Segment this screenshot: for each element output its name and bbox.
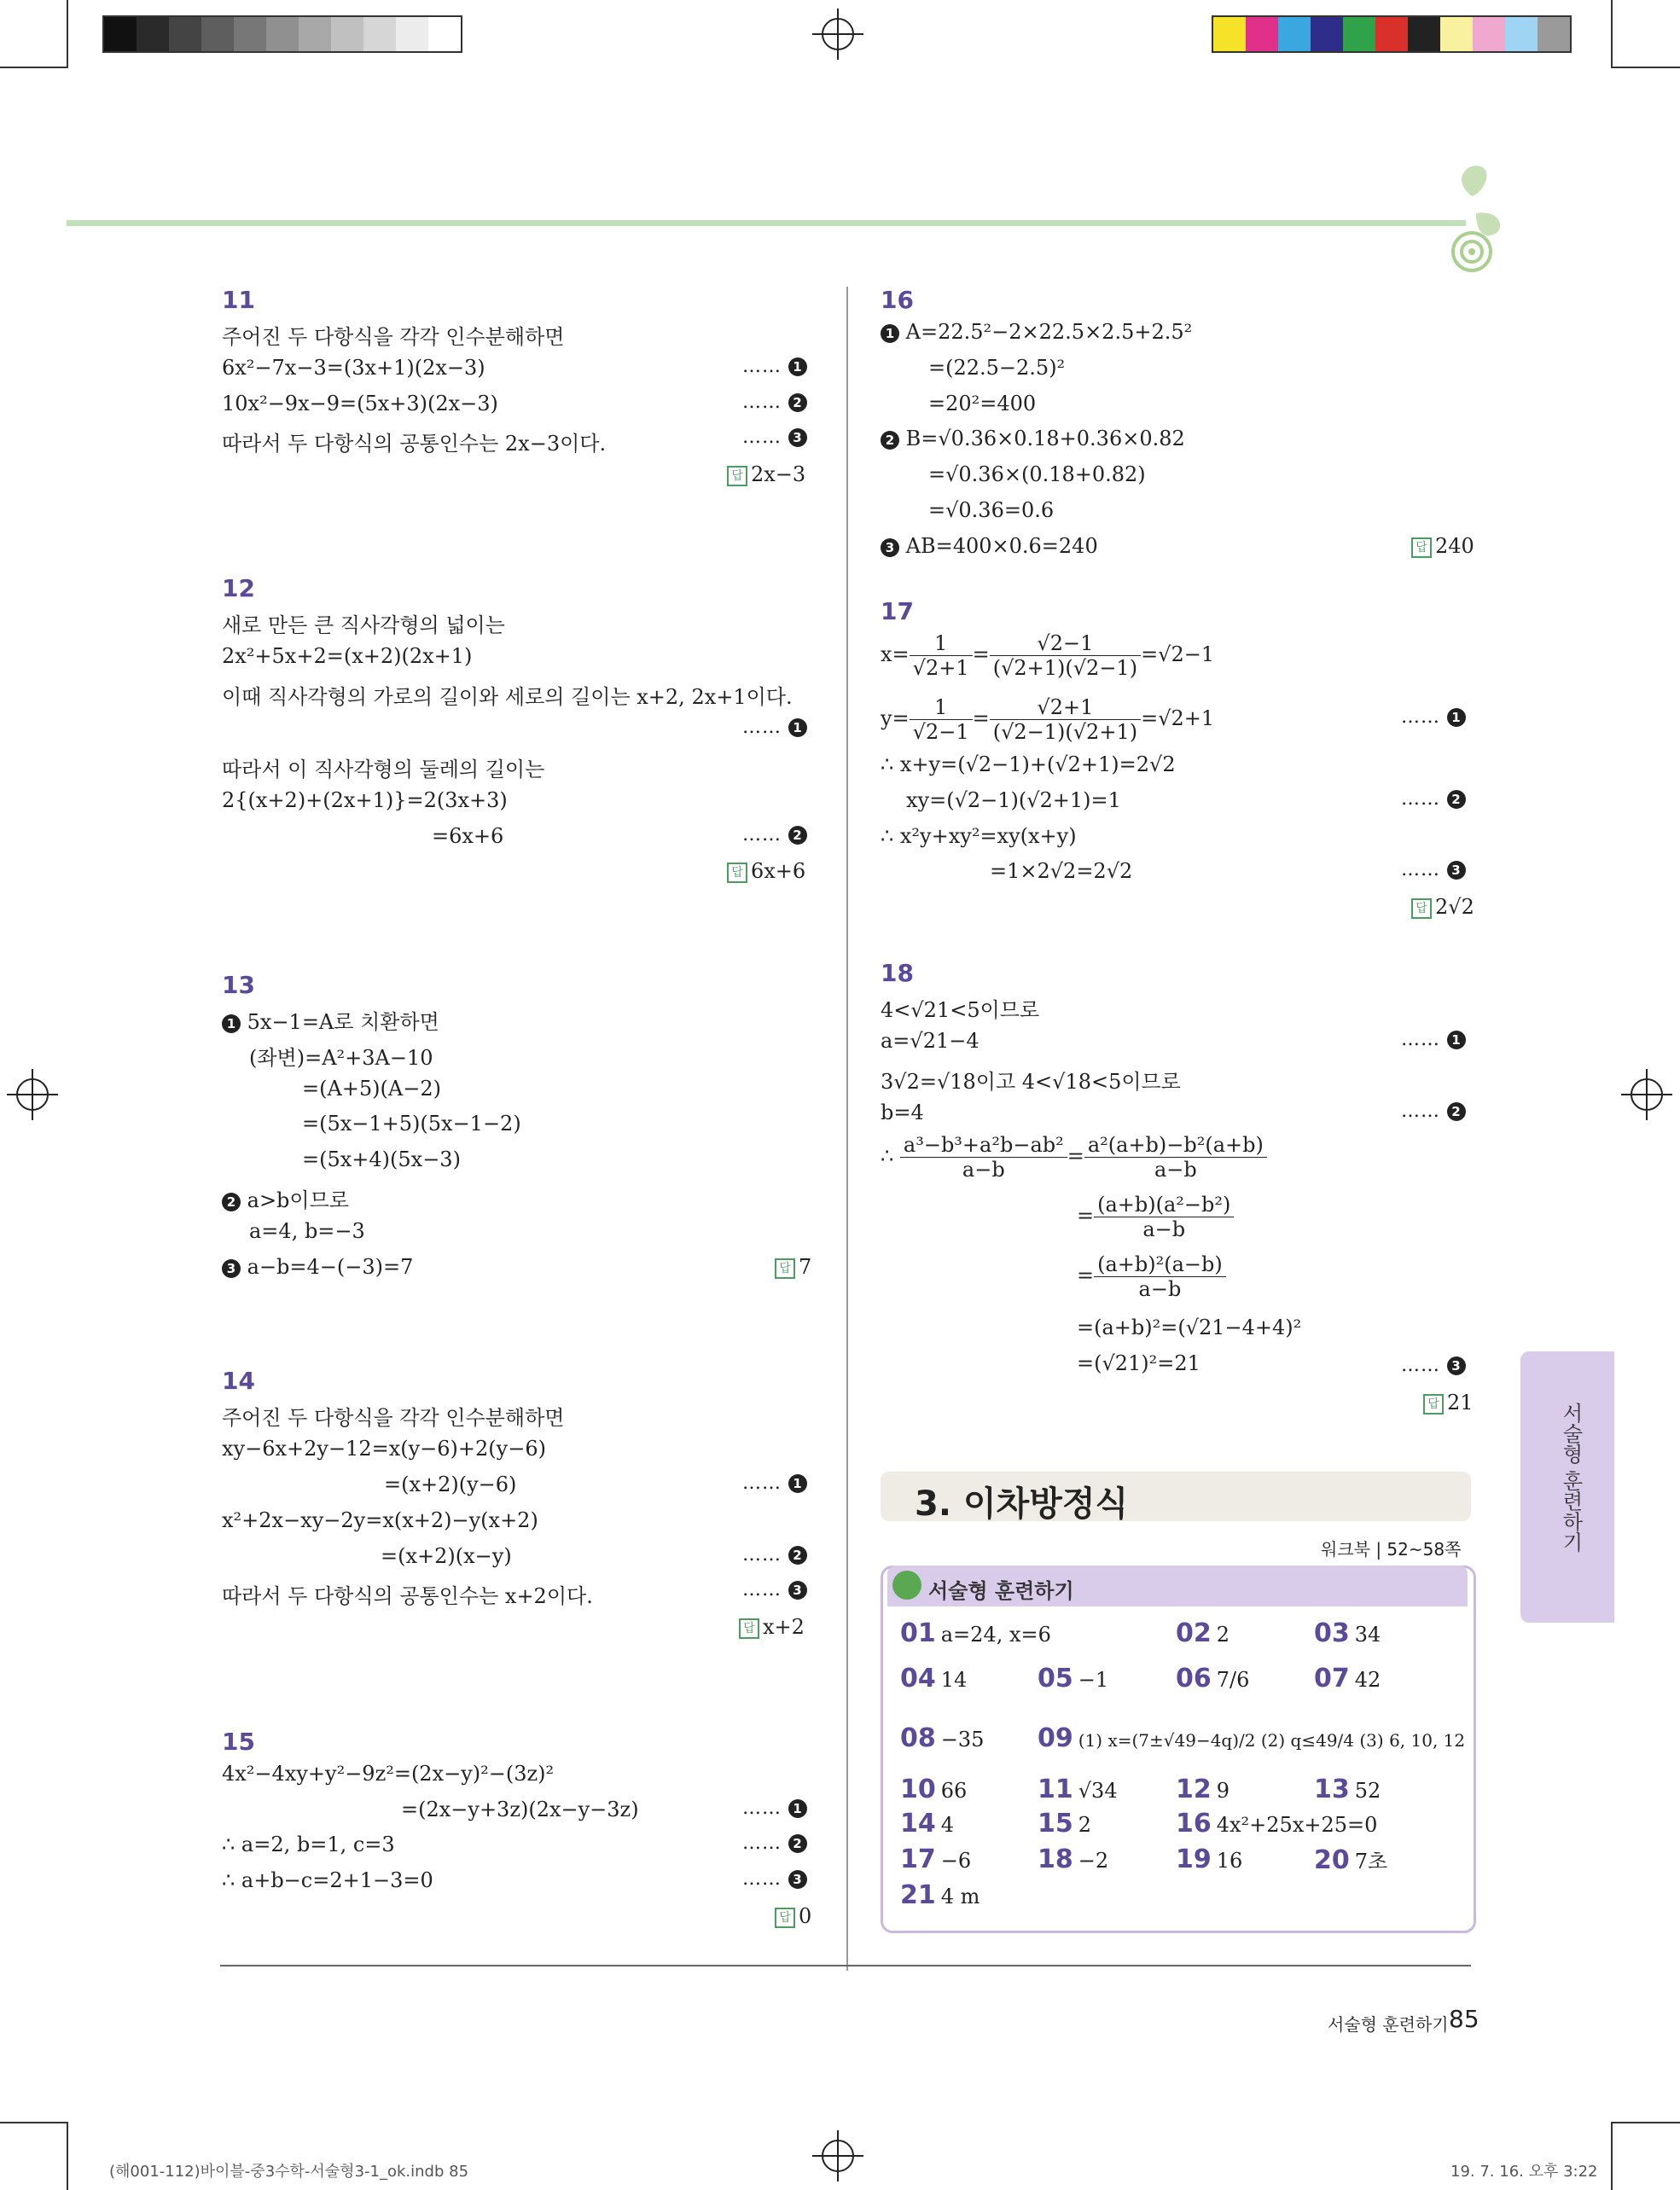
dots: …… <box>742 1544 782 1566</box>
dots: …… <box>742 1868 782 1890</box>
box-header <box>887 1566 1468 1606</box>
step-3-icon: 3 <box>788 428 807 447</box>
fraction-line: ∴ $\frac{\text{a³−b³+a²b−ab²}}{a-b}$ = $\frac{\text{a²(a+b)−b²(a+b)}}{a-b}$ <box>881 1133 1267 1182</box>
math-line: =(x+2)(y−6) <box>384 1473 517 1496</box>
math-line: a=√21−4 <box>881 1029 980 1053</box>
step-marker <box>742 392 807 413</box>
footer-rule <box>220 1965 1471 1966</box>
math-line: 1 A=22.5²−2×22.5×2.5+2.5² <box>881 320 1192 344</box>
answer-tag-icon: 답 <box>739 1618 759 1639</box>
answer-item: 19 16 <box>1176 1844 1243 1874</box>
step-1-icon: 1 <box>222 1014 241 1033</box>
chapter-side-tab[interactable] <box>1520 1351 1614 1623</box>
dots: …… <box>1401 1101 1440 1122</box>
fraction-line: = $\frac{\text{(a+b)(a²−b²)}}{a-b}$ <box>1077 1193 1234 1241</box>
grayscale-bar <box>102 15 462 53</box>
math-line: xy−6x+2y−12=x(y−6)+2(y−6) <box>222 1437 546 1461</box>
problem-number: 14 <box>222 1367 255 1395</box>
step-marker <box>1401 788 1466 810</box>
dots: …… <box>1401 1029 1440 1050</box>
step-marker <box>742 1868 807 1890</box>
math-line: =1×2√2=2√2 <box>990 859 1133 883</box>
answer-item: 20 7초 <box>1314 1845 1388 1875</box>
step-2-icon: 2 <box>1447 1102 1466 1121</box>
step-3-icon: 3 <box>1447 861 1466 880</box>
step-marker <box>742 1833 807 1854</box>
dots: …… <box>1401 706 1440 728</box>
crop-mark <box>0 2122 68 2123</box>
step-1-icon: 1 <box>1447 708 1466 727</box>
math-line: =√0.36=0.6 <box>928 498 1055 522</box>
math-line: =20²=400 <box>928 392 1037 415</box>
answer-item: 03 34 <box>1314 1618 1381 1648</box>
answer: 답 21 <box>1423 1391 1474 1414</box>
step-2-icon: 2 <box>788 393 807 412</box>
step-1-icon: 1 <box>1447 1031 1466 1049</box>
math-line: 2 B=√0.36×0.18+0.36×0.82 <box>881 427 1185 450</box>
step-2-icon: 2 <box>222 1193 241 1211</box>
answer-item: 06 7/6 <box>1176 1664 1250 1693</box>
step-marker <box>742 717 807 738</box>
step-marker <box>1401 1355 1466 1376</box>
dots: …… <box>742 1579 782 1600</box>
math-line: x²+2x−xy−2y=x(x+2)−y(x+2) <box>222 1508 538 1532</box>
math-line: xy=(√2−1)(√2+1)=1 <box>906 788 1121 812</box>
answer: 답 6x+6 <box>727 859 805 883</box>
step-2-icon: 2 <box>788 826 807 845</box>
fraction-line: y= $\frac{1}{√2-1}$ = $\frac{√2+1}{(√2-1)(√2+1)}$ =√2+1 <box>881 695 1215 744</box>
fraction-line: x= $\frac{1}{√2+1}$ = $\frac{√2-1}{(√2+1)(√2-1)}$ =√2−1 <box>881 631 1215 680</box>
text-line: 새로 만든 큰 직사각형의 넓이는 <box>222 613 505 637</box>
answer-tag-icon: 답 <box>775 1258 795 1279</box>
step-2-icon: 2 <box>788 1546 807 1565</box>
answer-item: 04 14 <box>900 1664 968 1693</box>
chameleon-icon <box>892 1571 921 1600</box>
step-3-icon: 3 <box>788 1581 807 1600</box>
math-line: ∴ a+b−c=2+1−3=0 <box>222 1868 433 1892</box>
problem-number: 13 <box>222 971 255 999</box>
answer-item: 14 4 <box>900 1809 955 1839</box>
answer: 답 240 <box>1411 534 1474 558</box>
answer-item: 07 42 <box>1314 1664 1381 1693</box>
math-line: =(A+5)(A−2) <box>302 1077 441 1101</box>
math-line: 2x²+5x+2=(x+2)(2x+1) <box>222 644 473 668</box>
workbook-reference: 워크북 | 52~58쪽 <box>1321 1539 1462 1560</box>
dots: …… <box>742 1473 782 1494</box>
step-3-icon: 3 <box>881 538 899 557</box>
dots: …… <box>1401 859 1440 880</box>
problem-number: 18 <box>881 959 914 987</box>
file-slug: (해001-112)바이블-중3수학-서술형3-1_ok.indb 85 <box>109 2163 469 2181</box>
answer: 답 0 <box>775 1904 811 1928</box>
step-marker <box>742 824 807 845</box>
crop-mark <box>67 0 68 68</box>
math-line: =(a+b)²=(√21−4+4)² <box>1077 1316 1302 1339</box>
answer-item: 01 a=24, x=6 <box>900 1618 1051 1648</box>
math-line: 3 a−b=4−(−3)=7 <box>222 1255 413 1279</box>
color-bar <box>1212 15 1572 53</box>
dots: …… <box>742 824 782 845</box>
math-line: =(2x−y+3z)(2x−y−3z) <box>401 1798 639 1821</box>
answer-tag-icon: 답 <box>727 863 747 883</box>
problem-number: 12 <box>222 574 255 602</box>
math-line: ∴ x²y+xy²=xy(x+y) <box>881 824 1077 848</box>
math-line: a=4, b=−3 <box>249 1219 365 1243</box>
dots: …… <box>742 1798 782 1819</box>
text-line: 따라서 두 다항식의 공통인수는 2x−3이다. <box>222 432 607 456</box>
step-marker <box>742 1544 807 1566</box>
dots: …… <box>742 356 782 377</box>
problem-number: 15 <box>222 1728 255 1756</box>
crop-mark <box>67 2122 68 2190</box>
math-line: =√0.36×(0.18+0.82) <box>928 462 1146 486</box>
step-2-icon: 2 <box>881 431 899 450</box>
math-line: =(x+2)(x−y) <box>381 1544 512 1568</box>
step-marker <box>742 1473 807 1494</box>
step-1-icon: 1 <box>788 1799 807 1818</box>
crop-mark <box>1611 2122 1680 2123</box>
answer-item: 12 9 <box>1176 1775 1230 1804</box>
answer-item: 18 −2 <box>1038 1844 1109 1874</box>
text-line: 주어진 두 다항식을 각각 인수분해하면 <box>222 1406 565 1430</box>
step-marker <box>742 1798 807 1819</box>
step-marker <box>742 427 807 448</box>
problem-number: 16 <box>881 286 914 314</box>
answer: 답 2x−3 <box>727 462 805 486</box>
crop-mark <box>1611 67 1680 68</box>
dots: …… <box>1401 1355 1440 1376</box>
answer-tag-icon: 답 <box>775 1908 795 1928</box>
math-line: 3 AB=400×0.6=240 <box>881 534 1098 558</box>
math-line: 2{(x+2)+(2x+1)}=2(3x+3) <box>222 788 508 812</box>
column-divider <box>846 287 848 1971</box>
crop-mark <box>1611 2122 1613 2190</box>
answer-item: 13 52 <box>1314 1775 1381 1804</box>
text-line: 따라서 이 직사각형의 둘레의 길이는 <box>222 758 545 781</box>
problem-number: 11 <box>222 286 255 314</box>
section-title: 3. 이차방정식 <box>881 1472 1471 1521</box>
answer-tag-icon: 답 <box>1411 537 1432 558</box>
leaf-ornament-icon <box>1433 162 1510 282</box>
step-3-icon: 3 <box>1447 1356 1466 1375</box>
crop-mark <box>0 67 68 68</box>
registration-mark <box>812 2130 863 2181</box>
answer-item: 09 (1) x=(7±√49−4q)/2 (2) q≤49/4 (3) 6, 10, 12 <box>1038 1723 1466 1753</box>
answer-item: 05 −1 <box>1038 1664 1109 1693</box>
fraction-line: = $\frac{\text{(a+b)²(a−b)}}{a-b}$ <box>1077 1252 1226 1301</box>
answer-tag-icon: 답 <box>1423 1394 1444 1414</box>
step-marker <box>742 356 807 377</box>
header-rule <box>67 220 1466 226</box>
footer-label: 서술형 훈련하기 <box>1328 2014 1449 2035</box>
step-marker <box>1401 1029 1466 1050</box>
box-title: 서술형 훈련하기 <box>928 1579 1074 1603</box>
step-marker <box>1401 1101 1466 1122</box>
math-line: 6x²−7x−3=(3x+1)(2x−3) <box>222 356 485 380</box>
answer-tag-icon: 답 <box>1411 898 1432 919</box>
math-line: ∴ a=2, b=1, c=3 <box>222 1833 395 1856</box>
page-number: 85 <box>1449 2005 1479 2033</box>
dots: …… <box>742 1833 782 1854</box>
text-line: 따라서 두 다항식의 공통인수는 x+2이다. <box>222 1584 593 1608</box>
dots: …… <box>742 427 782 448</box>
math-line: 3√2=√18이고 4<√18<5이므로 <box>881 1070 1181 1094</box>
step-2-icon: 2 <box>1447 790 1466 809</box>
answer-tag-icon: 답 <box>727 466 747 486</box>
crop-mark <box>1611 0 1613 68</box>
step-3-icon: 3 <box>222 1259 241 1278</box>
step-marker <box>1401 859 1466 880</box>
answer-item: 08 −35 <box>900 1723 985 1753</box>
answer-item: 21 4 m <box>900 1880 980 1910</box>
answer: 답 2√2 <box>1411 895 1474 919</box>
answer-item: 16 4x²+25x+25=0 <box>1176 1809 1378 1839</box>
step-1-icon: 1 <box>788 357 807 376</box>
answer-item: 10 66 <box>900 1775 968 1804</box>
step-3-icon: 3 <box>788 1870 807 1889</box>
dots: …… <box>742 392 782 413</box>
math-line: b=4 <box>881 1101 924 1124</box>
text-line: 주어진 두 다항식을 각각 인수분해하면 <box>222 325 565 349</box>
math-line: =(22.5−2.5)² <box>928 356 1066 380</box>
step-marker <box>742 1579 807 1600</box>
math-line: 10x²−9x−9=(5x+3)(2x−3) <box>222 392 498 415</box>
math-line: =(5x+4)(5x−3) <box>302 1147 461 1171</box>
step-2-icon: 2 <box>788 1834 807 1853</box>
math-line: 2 a>b이므로 <box>222 1183 349 1213</box>
registration-mark <box>812 9 863 60</box>
answer: 답 x+2 <box>739 1615 805 1639</box>
math-line: 4<√21<5이므로 <box>881 998 1040 1022</box>
print-date: 19. 7. 16. 오후 3:22 <box>1450 2163 1598 2181</box>
math-line: =(5x−1+5)(5x−1−2) <box>302 1112 521 1136</box>
math-line: (좌변)=A²+3A−10 <box>249 1046 433 1070</box>
step-1-icon: 1 <box>788 1474 807 1493</box>
answer-item: 17 −6 <box>900 1844 972 1874</box>
answer-item: 15 2 <box>1038 1809 1092 1839</box>
text-line: 이때 직사각형의 가로의 길이와 세로의 길이는 x+2, 2x+1이다. <box>222 685 793 709</box>
math-line: ∴ x+y=(√2−1)+(√2+1)=2√2 <box>881 752 1176 776</box>
answer: 답 7 <box>775 1255 811 1279</box>
step-1-icon: 1 <box>788 718 807 737</box>
answer-item: 11 √34 <box>1038 1775 1118 1804</box>
dots: …… <box>1401 788 1440 810</box>
registration-mark <box>7 1069 58 1120</box>
step-marker <box>1401 706 1466 728</box>
answer-item: 02 2 <box>1176 1618 1230 1648</box>
math-line: =(√21)²=21 <box>1077 1351 1200 1375</box>
problem-number: 17 <box>881 597 914 625</box>
step-1-icon: 1 <box>881 324 899 343</box>
dots: …… <box>742 717 782 738</box>
side-tab-label: 서술형 훈련하기 <box>1559 1403 1583 1553</box>
math-line: 4x²−4xy+y²−9z²=(2x−y)²−(3z)² <box>222 1762 555 1786</box>
math-line: =6x+6 <box>432 824 504 848</box>
math-line: 1 5x−1=A로 치환하면 <box>222 1005 439 1035</box>
registration-mark <box>1621 1069 1672 1120</box>
